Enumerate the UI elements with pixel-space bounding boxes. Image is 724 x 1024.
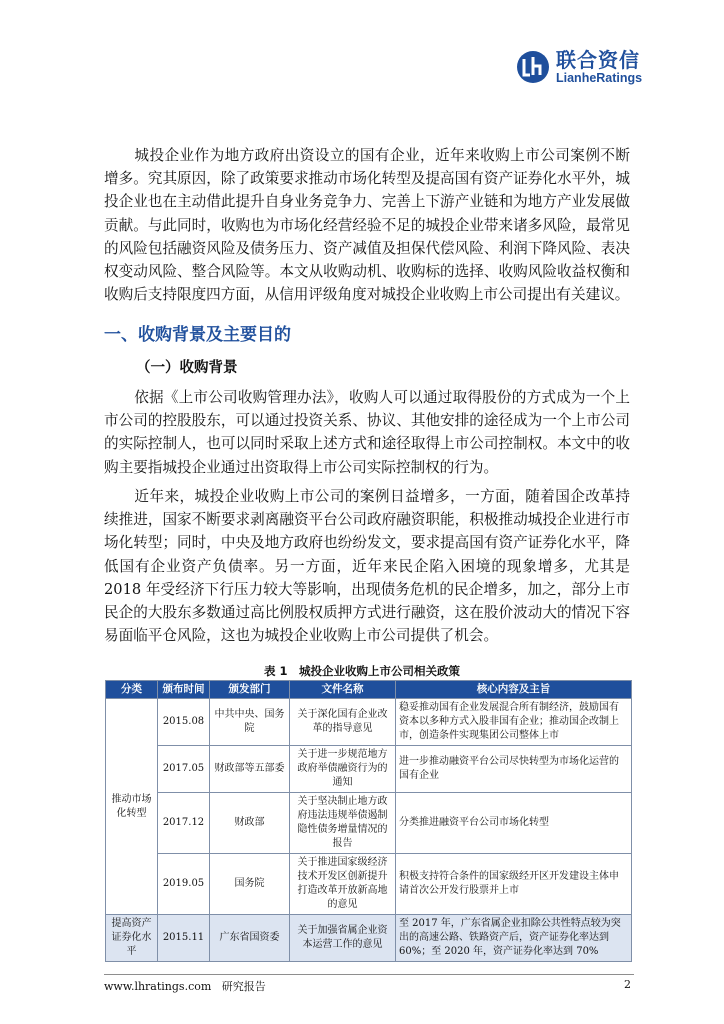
- category-cell: 提高资产证券化水平: [106, 915, 158, 962]
- footer-divider: [104, 974, 634, 975]
- section-title: 一、收购背景及主要目的: [104, 325, 291, 345]
- doc-cell: 关于加强省属企业资本运营工作的意见: [290, 915, 396, 962]
- date-cell: 2017.05: [158, 746, 210, 793]
- paragraph-trend: 近年来，城投企业收购上市公司的案例日益增多，一方面，随着国企改革持续推进，国家不断要求剥离融资平台公司政府融资职能，积极推动城投企业进行市场化转型；同时，中央及地方政府也纷纷发文，要求提高国有资产证券化水平，降低国有企业资产负债率。另一方面，近年来民企陷入困境的现象增多，尤其是 2018 年受经济下行压力较大等影响，出现债务危机的民企增多，加之，部分上市民企的大股东多数通过高比例股权质押方式进行融资，这在股价波动大的情况下容易面临平仓风险，这也为城投企业收购上市公司提供了机会。: [104, 488, 630, 645]
- header-category: 分类: [106, 681, 158, 699]
- dept-cell: 财政部等五部委: [210, 746, 290, 793]
- table-header-row: [106, 681, 632, 699]
- doc-cell: 关于推进国家级经济技术开发区创新提升打造改革开放新高地的意见: [290, 854, 396, 915]
- date-cell: 2017.12: [158, 793, 210, 854]
- date-cell: 2019.05: [158, 854, 210, 915]
- lianhe-logo-icon: [516, 50, 550, 84]
- table-caption: 表 1 城投企业收购上市公司相关政策: [263, 664, 460, 678]
- core-cell: 进一步推动融资平台公司尽快转型为市场化运营的国有企业: [396, 746, 632, 793]
- table-row: [106, 699, 632, 746]
- policy-table: [105, 680, 632, 962]
- dept-cell: 国务院: [210, 854, 290, 915]
- header-doc: 文件名称: [290, 681, 396, 699]
- paragraph-background: 依据《上市公司收购管理办法》，收购人可以通过取得股份的方式成为一个上市公司的控股股东，可以通过投资关系、协议、其他安排的途径成为一个上市公司的实际控制人，也可以同时采取上述方式和途径取得上市公司控制权。本文中的收购主要指城投企业通过出资取得上市公司实际控制权的行为。: [104, 389, 630, 476]
- footer-left: [104, 978, 266, 994]
- core-cell: 稳妥推动国有企业发展混合所有制经济，鼓励国有资本以多种方式入股非国有企业；推动国企改制上市，创造条件实现集团公司整体上市: [396, 699, 632, 746]
- intro-paragraph: 城投企业作为地方政府出资设立的国有企业，近年来收购上市公司案例不断增多。究其原因，除了政策要求推动市场化转型及提高国有资产证券化水平外，城投企业也在主动借此提升自身业务竞争力、完善上下游产业链和为地方产业发展做贡献。与此同时，收购也为市场化经营经验不足的城投企业带来诸多风险，最常见的风险包括融资风险及债务压力、资产减值及担保代偿风险、利润下降风险、表决权变动风险、整合风险等。本文从收购动机、收购标的选择、收购风险收益权衡和收购后支持限度四方面，从信用评级角度对城投企业收购上市公司提出有关建议。: [104, 147, 630, 304]
- doc-cell: 关于深化国有企业改革的指导意见: [290, 699, 396, 746]
- brand-name-cn: 联合资信: [556, 48, 640, 72]
- header-dept: 颁发部门: [210, 681, 290, 699]
- footer-website[interactable]: www.lhratings.com: [104, 980, 212, 993]
- table-row: [106, 793, 632, 854]
- dept-cell: 广东省国资委: [210, 915, 290, 962]
- doc-cell: 关于坚决制止地方政府违法违规举债遏制隐性债务增量情况的报告: [290, 793, 396, 854]
- brand-name-en: LianheRatings: [556, 71, 643, 85]
- table-row: [106, 915, 632, 962]
- core-cell: 积极支持符合条件的国家级经开区开发建设主体申请首次公开发行股票并上市: [396, 854, 632, 915]
- footer-doc-type: 研究报告: [221, 980, 266, 993]
- date-cell: 2015.11: [158, 915, 210, 962]
- doc-cell: 关于进一步规范地方政府举债融资行为的通知: [290, 746, 396, 793]
- table-row: [106, 854, 632, 915]
- core-cell: 分类推进融资平台公司市场化转型: [396, 793, 632, 854]
- category-cell: 推动市场化转型: [106, 699, 158, 915]
- header-core: 核心内容及主旨: [396, 681, 632, 699]
- page-number: 2: [624, 978, 631, 991]
- dept-cell: 财政部: [210, 793, 290, 854]
- date-cell: 2015.08: [158, 699, 210, 746]
- lianhe-logo: [516, 50, 642, 85]
- core-cell: 至 2017 年，广东省属企业扣除公共性特点较为突出的高速公路、铁路资产后，资产证券化率达到 60%；至 2020 年，资产证券化率达到 70%: [396, 915, 632, 962]
- table-row: [106, 746, 632, 793]
- header-date: 颁布时间: [158, 681, 210, 699]
- dept-cell: 中共中央、国务院: [210, 699, 290, 746]
- subsection-title: （一）收购背景: [136, 360, 238, 376]
